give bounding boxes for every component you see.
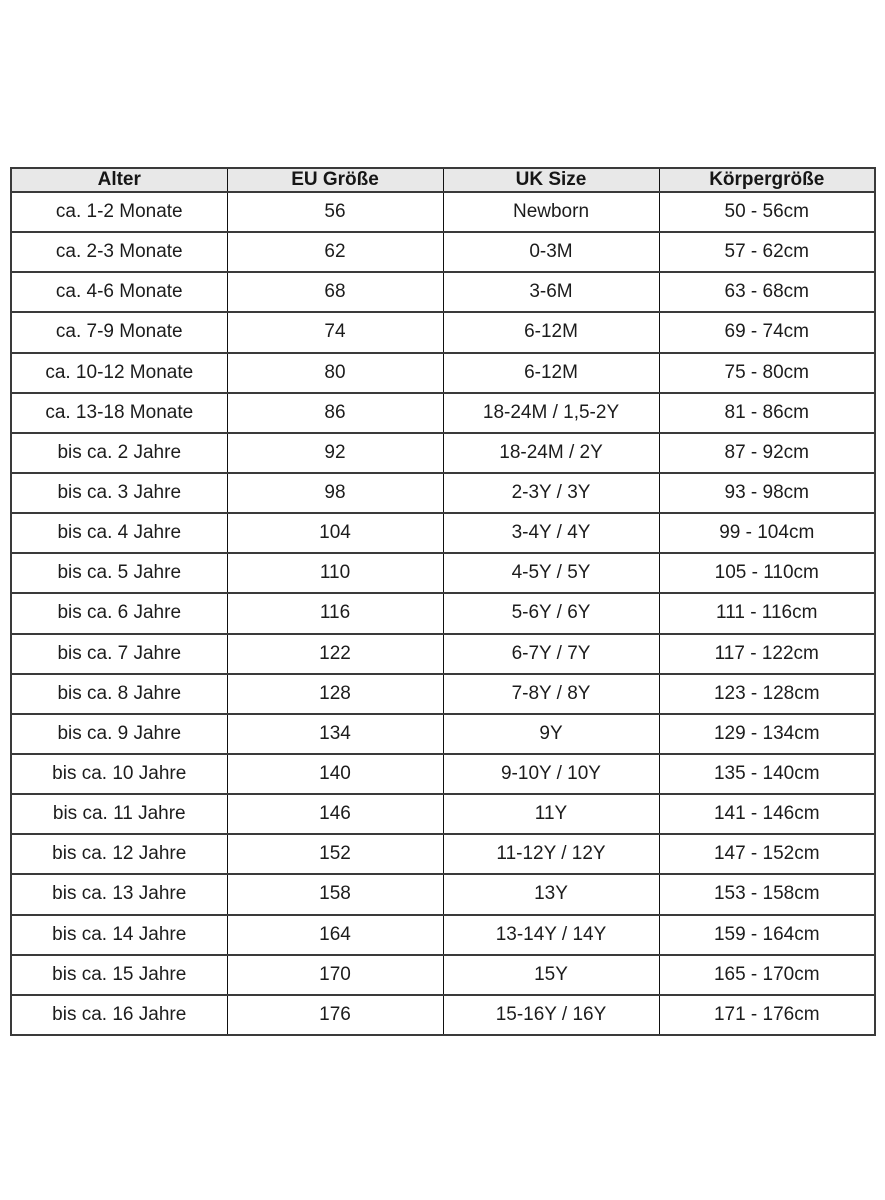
table-row [11,995,875,1035]
cell-koerpergroesse: 135 - 140cm [659,754,875,794]
cell-alter: bis ca. 10 Jahre [11,754,227,794]
cell-uk-size: 4-5Y / 5Y [443,553,659,593]
cell-eu-groesse: 140 [227,754,443,794]
cell-eu-groesse: 68 [227,272,443,312]
cell-uk-size: 9-10Y / 10Y [443,754,659,794]
cell-uk-size: 15-16Y / 16Y [443,995,659,1035]
cell-alter: ca. 13-18 Monate [11,393,227,433]
cell-eu-groesse: 56 [227,192,443,232]
cell-eu-groesse: 62 [227,232,443,272]
cell-koerpergroesse: 99 - 104cm [659,513,875,553]
cell-koerpergroesse: 147 - 152cm [659,834,875,874]
table-header-row [11,168,875,192]
table-row [11,553,875,593]
table-row [11,915,875,955]
table-row [11,834,875,874]
cell-koerpergroesse: 153 - 158cm [659,874,875,914]
cell-uk-size: 6-12M [443,312,659,352]
size-chart-table [10,167,876,1036]
column-header-alter: Alter [11,168,227,192]
cell-uk-size: Newborn [443,192,659,232]
table-row [11,955,875,995]
cell-alter: bis ca. 4 Jahre [11,513,227,553]
table-body [11,192,875,1035]
table-row [11,473,875,513]
cell-uk-size: 11Y [443,794,659,834]
table-row [11,232,875,272]
cell-eu-groesse: 152 [227,834,443,874]
cell-koerpergroesse: 75 - 80cm [659,353,875,393]
cell-uk-size: 7-8Y / 8Y [443,674,659,714]
cell-uk-size: 2-3Y / 3Y [443,473,659,513]
table-row [11,634,875,674]
cell-eu-groesse: 176 [227,995,443,1035]
cell-koerpergroesse: 93 - 98cm [659,473,875,513]
cell-eu-groesse: 110 [227,553,443,593]
cell-koerpergroesse: 50 - 56cm [659,192,875,232]
cell-uk-size: 13Y [443,874,659,914]
table-header [11,168,875,192]
table-row [11,272,875,312]
cell-alter: bis ca. 5 Jahre [11,553,227,593]
table-row [11,754,875,794]
cell-alter: bis ca. 13 Jahre [11,874,227,914]
cell-koerpergroesse: 69 - 74cm [659,312,875,352]
cell-eu-groesse: 116 [227,593,443,633]
cell-eu-groesse: 98 [227,473,443,513]
cell-alter: bis ca. 7 Jahre [11,634,227,674]
column-header-koerpergroesse: Körpergröße [659,168,875,192]
column-header-uk-size: UK Size [443,168,659,192]
cell-alter: bis ca. 8 Jahre [11,674,227,714]
cell-uk-size: 18-24M / 2Y [443,433,659,473]
cell-uk-size: 6-12M [443,353,659,393]
cell-eu-groesse: 164 [227,915,443,955]
cell-eu-groesse: 158 [227,874,443,914]
cell-koerpergroesse: 159 - 164cm [659,915,875,955]
cell-uk-size: 3-6M [443,272,659,312]
cell-alter: ca. 4-6 Monate [11,272,227,312]
cell-eu-groesse: 104 [227,513,443,553]
cell-alter: ca. 10-12 Monate [11,353,227,393]
column-header-eu-groesse: EU Größe [227,168,443,192]
cell-alter: bis ca. 9 Jahre [11,714,227,754]
table-row [11,393,875,433]
cell-eu-groesse: 134 [227,714,443,754]
cell-alter: bis ca. 2 Jahre [11,433,227,473]
cell-koerpergroesse: 105 - 110cm [659,553,875,593]
cell-koerpergroesse: 87 - 92cm [659,433,875,473]
table-row [11,433,875,473]
cell-uk-size: 13-14Y / 14Y [443,915,659,955]
cell-uk-size: 0-3M [443,232,659,272]
table-row [11,794,875,834]
table-row [11,714,875,754]
cell-alter: bis ca. 16 Jahre [11,995,227,1035]
table-row [11,513,875,553]
cell-alter: bis ca. 12 Jahre [11,834,227,874]
cell-uk-size: 18-24M / 1,5-2Y [443,393,659,433]
cell-eu-groesse: 74 [227,312,443,352]
cell-koerpergroesse: 129 - 134cm [659,714,875,754]
cell-uk-size: 15Y [443,955,659,995]
cell-koerpergroesse: 123 - 128cm [659,674,875,714]
cell-uk-size: 9Y [443,714,659,754]
cell-eu-groesse: 122 [227,634,443,674]
cell-alter: bis ca. 6 Jahre [11,593,227,633]
cell-alter: ca. 2-3 Monate [11,232,227,272]
table-row [11,874,875,914]
table-row [11,312,875,352]
cell-koerpergroesse: 111 - 116cm [659,593,875,633]
cell-uk-size: 6-7Y / 7Y [443,634,659,674]
cell-koerpergroesse: 141 - 146cm [659,794,875,834]
table-row [11,674,875,714]
cell-koerpergroesse: 63 - 68cm [659,272,875,312]
cell-alter: bis ca. 11 Jahre [11,794,227,834]
cell-eu-groesse: 128 [227,674,443,714]
cell-alter: ca. 1-2 Monate [11,192,227,232]
table-row [11,192,875,232]
cell-koerpergroesse: 117 - 122cm [659,634,875,674]
cell-eu-groesse: 86 [227,393,443,433]
cell-eu-groesse: 146 [227,794,443,834]
cell-alter: ca. 7-9 Monate [11,312,227,352]
table-row [11,593,875,633]
cell-alter: bis ca. 14 Jahre [11,915,227,955]
cell-koerpergroesse: 81 - 86cm [659,393,875,433]
table-row [11,353,875,393]
cell-eu-groesse: 170 [227,955,443,995]
cell-koerpergroesse: 165 - 170cm [659,955,875,995]
cell-koerpergroesse: 57 - 62cm [659,232,875,272]
cell-eu-groesse: 80 [227,353,443,393]
cell-koerpergroesse: 171 - 176cm [659,995,875,1035]
cell-uk-size: 11-12Y / 12Y [443,834,659,874]
cell-eu-groesse: 92 [227,433,443,473]
cell-uk-size: 3-4Y / 4Y [443,513,659,553]
cell-uk-size: 5-6Y / 6Y [443,593,659,633]
cell-alter: bis ca. 3 Jahre [11,473,227,513]
cell-alter: bis ca. 15 Jahre [11,955,227,995]
